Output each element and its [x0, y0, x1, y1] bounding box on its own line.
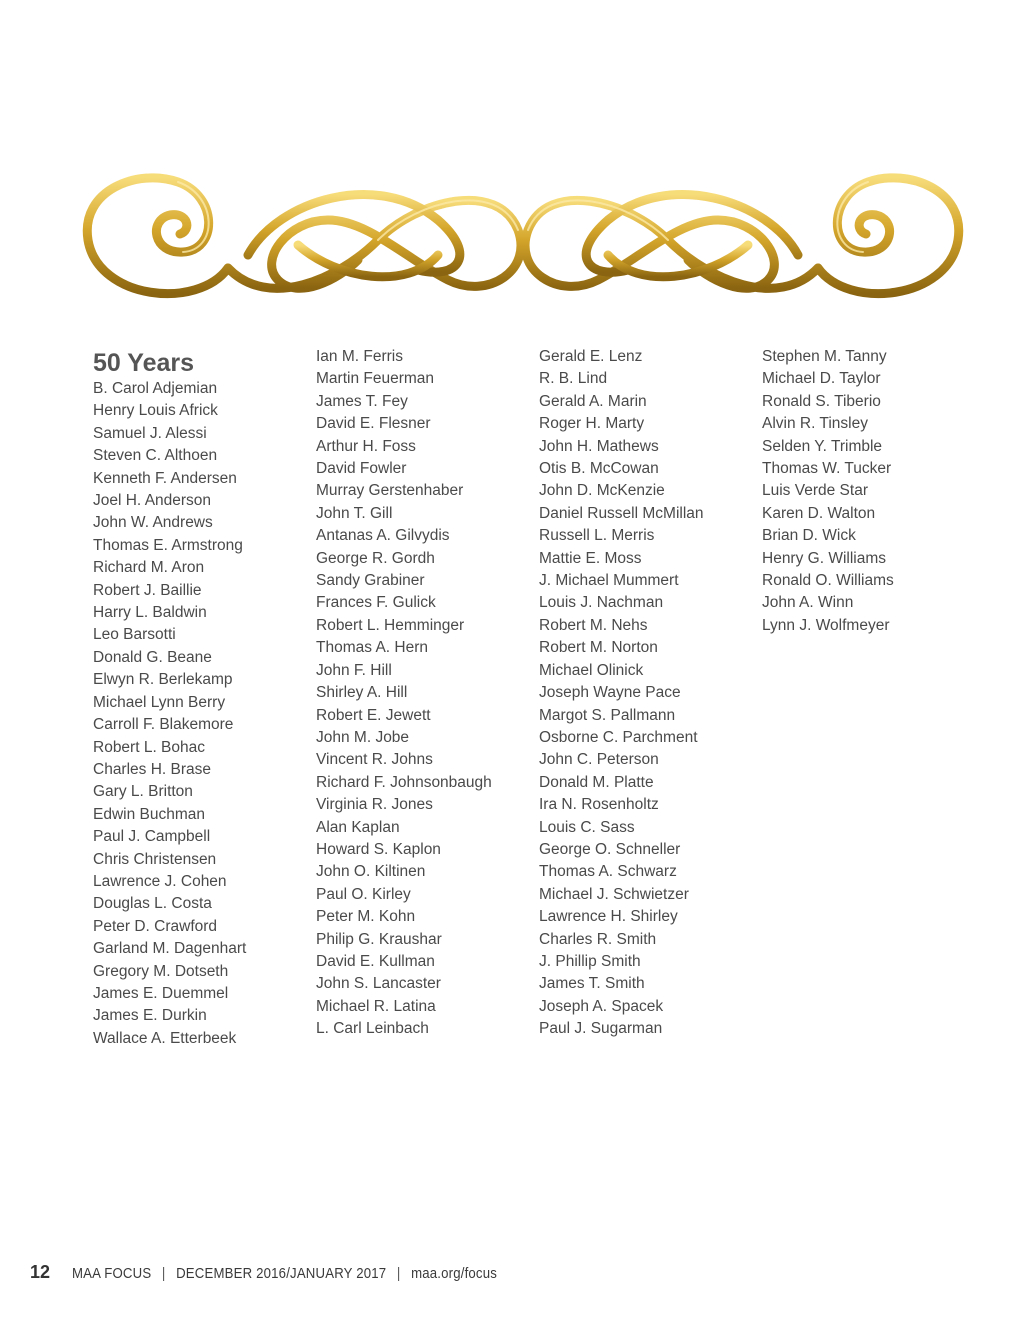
list-item: Henry Louis Africk	[93, 402, 218, 420]
list-item: Alan Kaplan	[316, 818, 400, 836]
gold-scroll-flourish-icon	[78, 160, 968, 320]
list-item: Sandy Grabiner	[316, 572, 425, 590]
column-1	[93, 346, 303, 1050]
list-item: Robert L. Hemminger	[316, 616, 465, 634]
list-item: Karen D. Walton	[762, 504, 876, 522]
list-item: Lawrence H. Shirley	[539, 908, 678, 926]
list-item: John H. Mathews	[539, 437, 659, 455]
list-item: Ian M. Ferris	[316, 348, 403, 365]
name-list	[93, 378, 303, 1050]
list-item: Steven C. Althoen	[93, 447, 218, 465]
list-item: Chris Christensen	[93, 850, 217, 868]
list-item: Ira N. Rosenholtz	[539, 796, 659, 814]
list-item: Charles H. Brase	[93, 760, 212, 778]
list-item: David Fowler	[316, 460, 407, 478]
list-item: Osborne C. Parchment	[539, 728, 698, 746]
list-item: Ronald S. Tiberio	[762, 392, 881, 410]
list-item: Joel H. Anderson	[93, 492, 212, 510]
list-item: Stephen M. Tanny	[762, 348, 887, 365]
list-item: Robert M. Nehs	[539, 616, 648, 634]
list-item: Samuel J. Alessi	[93, 424, 207, 442]
list-item: Edwin Buchman	[93, 805, 206, 823]
list-item: Russell L. Merris	[539, 527, 655, 545]
separator: |	[396, 1265, 401, 1282]
list-item: Elwyn R. Berlekamp	[93, 671, 233, 689]
list-item: Joseph Wayne Pace	[539, 684, 681, 702]
list-item: John A. Winn	[762, 594, 854, 612]
list-item: Paul J. Sugarman	[539, 1020, 663, 1038]
list-item: Louis C. Sass	[539, 818, 635, 836]
list-item: John O. Kiltinen	[316, 863, 426, 881]
list-item: Joseph A. Spacek	[539, 997, 664, 1015]
list-item: Virginia R. Jones	[316, 796, 433, 814]
list-item: Thomas E. Armstrong	[93, 536, 243, 554]
list-item: L. Carl Leinbach	[316, 1020, 429, 1038]
list-item: Otis B. McCowan	[539, 460, 659, 478]
list-item: Peter D. Crawford	[93, 917, 218, 935]
footer-text	[72, 1265, 497, 1282]
list-item: Robert M. Norton	[539, 639, 658, 657]
list-item: Paul O. Kirley	[316, 885, 411, 903]
name-list	[762, 346, 972, 637]
list-item: Paul J. Campbell	[93, 828, 211, 846]
list-item: Mattie E. Moss	[539, 549, 642, 567]
website-link[interactable]: maa.org/focus	[411, 1265, 498, 1282]
list-item: James T. Smith	[539, 975, 645, 993]
page-number: 12	[30, 1262, 51, 1282]
list-item: Margot S. Pallmann	[539, 706, 676, 724]
list-item: John C. Peterson	[539, 751, 659, 769]
list-item: Frances F. Gulick	[316, 594, 436, 612]
list-item: Richard M. Aron	[93, 559, 205, 577]
list-item: Harry L. Baldwin	[93, 604, 207, 622]
column-2	[316, 346, 526, 1041]
list-item: R. B. Lind	[539, 370, 608, 388]
list-item: Gerald A. Marin	[539, 392, 647, 410]
column-3	[539, 346, 749, 1041]
list-item: Michael J. Schwietzer	[539, 885, 689, 903]
list-item: Philip G. Kraushar	[316, 930, 442, 948]
list-item: Wallace A. Etterbeek	[93, 1029, 237, 1047]
list-item: Michael Olinick	[539, 661, 644, 679]
list-item: Daniel Russell McMillan	[539, 504, 704, 522]
list-item: Shirley A. Hill	[316, 684, 408, 702]
list-item: Thomas A. Hern	[316, 639, 428, 657]
list-item: Thomas W. Tucker	[762, 460, 892, 478]
list-item: George O. Schneller	[539, 840, 681, 858]
list-item: John T. Gill	[316, 504, 393, 522]
list-item: Michael D. Taylor	[762, 370, 881, 388]
list-item: Carroll F. Blakemore	[93, 716, 234, 734]
name-list	[316, 346, 526, 1041]
list-item: Charles R. Smith	[539, 930, 657, 948]
list-item: Gerald E. Lenz	[539, 348, 643, 365]
publication-name: MAA FOCUS	[72, 1265, 152, 1282]
list-item: James E. Duemmel	[93, 984, 229, 1002]
list-item: Michael Lynn Berry	[93, 693, 226, 711]
list-item: J. Phillip Smith	[539, 952, 641, 970]
list-item: Robert E. Jewett	[316, 706, 431, 724]
list-item: Martin Feuerman	[316, 370, 435, 388]
list-item: Alvin R. Tinsley	[762, 415, 868, 433]
section-heading: 50 Years	[93, 349, 195, 377]
list-item: Lawrence J. Cohen	[93, 872, 227, 890]
list-item: J. Michael Mummert	[539, 572, 679, 590]
list-item: Donald M. Platte	[539, 773, 654, 791]
list-item: David E. Flesner	[316, 415, 431, 433]
list-item: Selden Y. Trimble	[762, 437, 883, 455]
list-item: James E. Durkin	[93, 1007, 207, 1025]
list-item: George R. Gordh	[316, 549, 435, 567]
list-item: Lynn J. Wolfmeyer	[762, 616, 890, 634]
list-item: Gary L. Britton	[93, 783, 193, 801]
list-item: Louis J. Nachman	[539, 594, 664, 612]
list-item: Robert L. Bohac	[93, 738, 206, 756]
list-item: Garland M. Dagenhart	[93, 940, 247, 958]
list-item: Douglas L. Costa	[93, 895, 212, 913]
list-item: Robert J. Baillie	[93, 581, 202, 599]
list-item: Gregory M. Dotseth	[93, 962, 229, 980]
list-item: Ronald O. Williams	[762, 572, 894, 590]
list-item: Roger H. Marty	[539, 415, 645, 433]
list-item: Murray Gerstenhaber	[316, 482, 464, 500]
list-item: B. Carol Adjemian	[93, 380, 218, 397]
list-item: Antanas A. Gilvydis	[316, 527, 450, 545]
issue-date: DECEMBER 2016/JANUARY 2017	[176, 1265, 387, 1282]
list-item: John W. Andrews	[93, 514, 213, 532]
list-item: John M. Jobe	[316, 728, 410, 746]
column-4	[762, 346, 972, 637]
list-item: Michael R. Latina	[316, 997, 436, 1015]
list-item: Henry G. Williams	[762, 549, 887, 567]
list-item: Brian D. Wick	[762, 527, 856, 545]
list-item: John D. McKenzie	[539, 482, 665, 500]
list-item: David E. Kullman	[316, 952, 435, 970]
list-item: John F. Hill	[316, 661, 392, 679]
list-item: Peter M. Kohn	[316, 908, 416, 926]
list-item: Kenneth F. Andersen	[93, 469, 237, 487]
list-item: James T. Fey	[316, 392, 408, 410]
list-item: John S. Lancaster	[316, 975, 441, 993]
list-item: Howard S. Kaplon	[316, 840, 441, 858]
name-list	[539, 346, 749, 1041]
list-item: Thomas A. Schwarz	[539, 863, 677, 881]
list-item: Luis Verde Star	[762, 482, 868, 500]
list-item: Vincent R. Johns	[316, 751, 433, 769]
separator: |	[161, 1265, 166, 1282]
list-item: Leo Barsotti	[93, 626, 176, 644]
list-item: Donald G. Beane	[93, 648, 212, 666]
page-footer	[30, 1262, 555, 1286]
list-item: Arthur H. Foss	[316, 437, 416, 455]
list-item: Richard F. Johnsonbaugh	[316, 773, 492, 791]
